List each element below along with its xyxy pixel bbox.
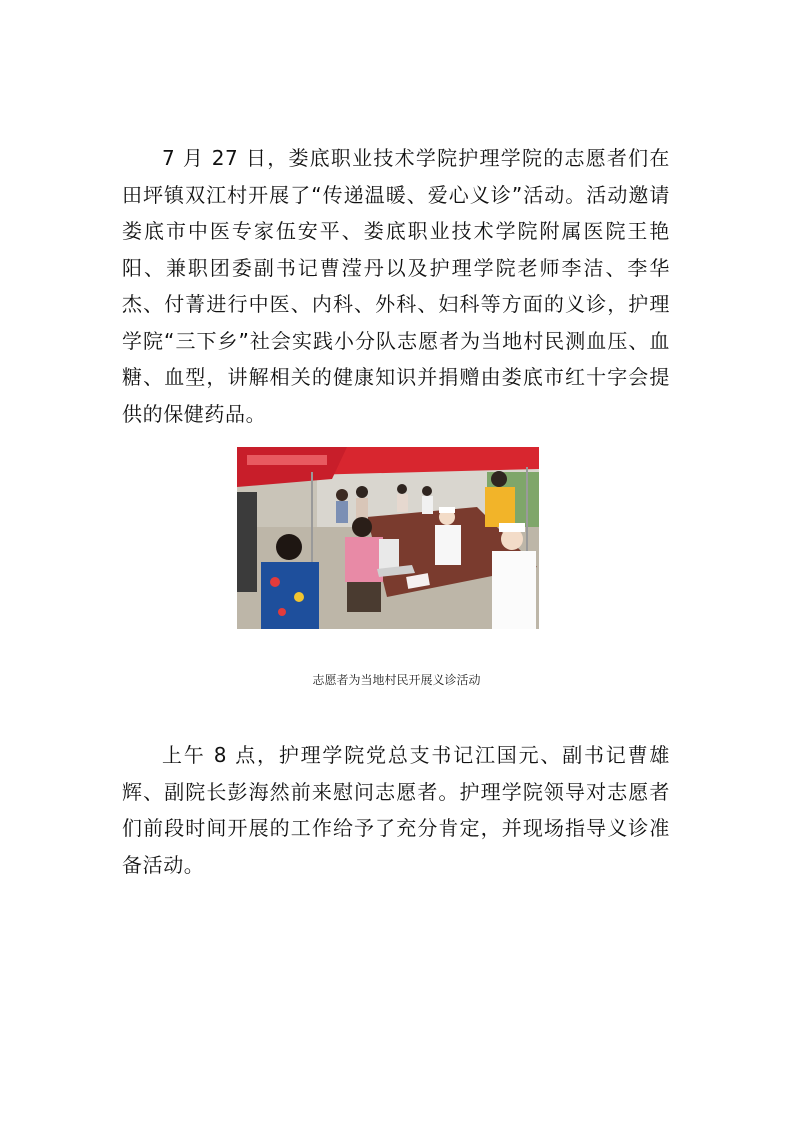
body-paragraph: 上午 8 点，护理学院党总支书记江国元、副书记曹雄辉、副院长彭海然前来慰问志愿者。护理学院领导对志愿者们前段时间开展的工作给予了充分肯定，并现场指导义诊准备活动。 (122, 743, 670, 877)
body-paragraph: 7 月 27 日，娄底职业技术学院护理学院的志愿者们在田坪镇双江村开展了“传递温暖、爱心义诊”活动。活动邀请娄底市中医专家伍安平、娄底职业技术学院附属医院王艳阳、兼职团委副书记曹滢丹以及护理学院老师李洁、李华杰、付菁进行中医、内科、外科、妇科等方面的义诊，护理学院“三下乡”社会实践小分队志愿者为当地村民测血压、血糖、血型，讲解相关的健康知识并捐赠由娄底市红十字会提供的保健药品。 (122, 146, 670, 426)
photo-caption: 志愿者为当地村民开展义诊活动 (312, 673, 481, 687)
event-photo (237, 447, 539, 629)
